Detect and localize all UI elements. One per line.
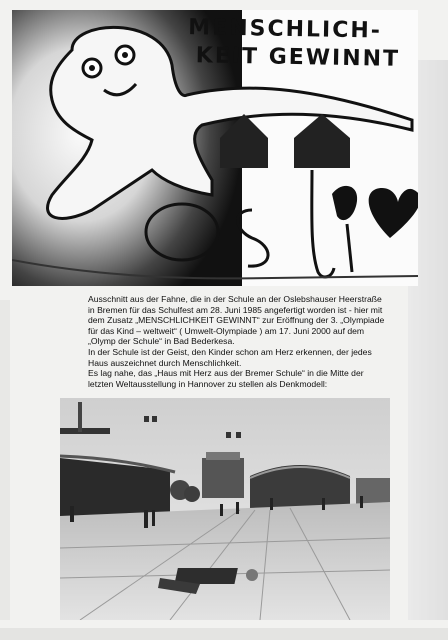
- background-bleed-left: [0, 300, 10, 620]
- expo-plaza-photo: [60, 398, 390, 620]
- expo-photo: [60, 398, 390, 620]
- center-building: [202, 458, 244, 498]
- caption-paragraph-1: Ausschnitt aus der Fahne, die in der Schule an der Oslebshauser Heerstraße in Bremen für das Schulfest am 28. Juni 1985 angefertigt worden ist - hier mit dem Zusatz „MENSCHLICHKEIT GEWINNT“ zur Eröffnung der 3. „Olympiade für das Kind – weltweit“ ( Umwelt-Olympiade ) am 17. Juni 2000 auf dem „Olymp der Schule“ in Bad Bederkesa.: [88, 294, 385, 347]
- slogan-line-1: MENSCHLICH-: [188, 15, 383, 44]
- canopy-roof: [60, 428, 110, 434]
- flag-drawing: [12, 10, 418, 286]
- slogan-line-2: KEIT GEWINNT: [195, 43, 401, 72]
- caption-paragraph-3: Es lag nahe, das „Haus mit Herz aus der Bremer Schule“ in die Mitte der letzten Weltausstellung in Hannover zu stellen als Denkmodell:: [88, 368, 364, 389]
- page-bottom-edge: [0, 628, 448, 640]
- caption-paragraph-2: In der Schule ist der Geist, den Kinder schon am Herz erkennen, der jedes Haus auszeichnet durch Menschlichkeit.: [88, 346, 372, 368]
- caption-text: [88, 294, 388, 389]
- flag-slogan: [188, 14, 401, 74]
